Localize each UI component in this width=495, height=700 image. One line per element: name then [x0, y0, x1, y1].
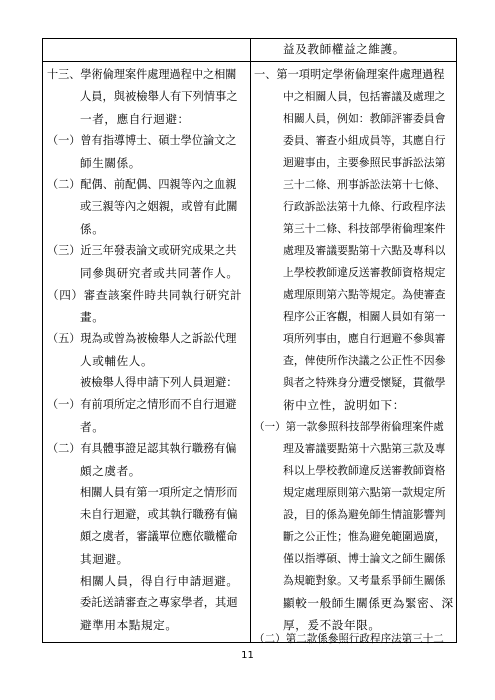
left-line: 人員，與被檢舉人有下列情事之	[80, 90, 238, 103]
left-line: 人或輔佐人。	[80, 354, 154, 368]
left-line: 委託送請審查之專家學者，其迴	[80, 596, 238, 609]
left-line: 避準用本點規定。	[80, 618, 178, 632]
right-line: 一、第一項明定學術倫理案件處理過程	[254, 68, 445, 81]
right-line: 斷之公正性；惟為避免範圍過廣，	[283, 530, 446, 543]
left-line: 係。	[80, 222, 105, 236]
left-line: 未自行迴避，或其執行職務有偏	[80, 508, 238, 521]
left-line: 者。	[80, 420, 105, 434]
left-line: （四）審查該案件時共同執行研究計	[47, 288, 243, 302]
right-line: （二）第二款係參照行政程序法第三十二	[254, 633, 444, 645]
header-right-cell: 益及教師權益之維護。	[283, 42, 405, 56]
page-number: 11	[241, 650, 254, 661]
right-line: 術中立性，說明如下：	[283, 398, 405, 412]
left-line: 相關人員有第一項所定之情形而	[80, 486, 238, 499]
left-line: （二）配偶、前配偶、四親等內之血親	[47, 178, 237, 191]
left-line: （五）現為或曾為被檢舉人之訴訟代理	[47, 332, 237, 345]
right-line: 厚，爰不設年限。	[283, 618, 381, 632]
left-line: （一）有前項所定之情形而不自行迴避	[47, 398, 237, 411]
left-line: （二）有具體事證足認其執行職務有偏	[47, 442, 237, 455]
right-line: 項所列事由，應自行迴避不參與審	[283, 332, 446, 345]
left-line: 一者，應自行迴避：	[80, 112, 190, 126]
left-line: 頗之虞者。	[80, 464, 141, 478]
right-line: 科以上學校教師違反送審教師資格	[283, 464, 446, 477]
right-line: 中之相關人員，包括審議及處理之	[283, 90, 446, 103]
right-line: 規定處理原則第六點第一款規定所	[283, 486, 446, 499]
left-line: 頗之虞者，審議單位應依職權命	[80, 530, 238, 543]
left-line: 被檢舉人得申請下列人員迴避：	[80, 376, 238, 389]
left-line: （一）曾有指導博士、碩士學位論文之	[47, 134, 237, 147]
right-line: （一）第一款參照科技部學術倫理案件處	[254, 421, 444, 433]
left-line: 同參與研究者或共同著作人。	[80, 266, 239, 280]
right-line: 設，目的係為避免師生情誼影響判	[283, 508, 446, 521]
right-line: 處理及審議要點第十六點及專科以	[283, 244, 446, 257]
right-line: 行政訴訟法第十九條、行政程序法	[283, 200, 446, 213]
left-line: 其迴避。	[80, 552, 129, 566]
right-line: 為規範對象。又考量系爭師生關係	[283, 574, 446, 587]
right-line: 顯較一般師生關係更為緊密、深	[283, 596, 454, 610]
left-line: 畫。	[80, 310, 105, 324]
right-line: 僅以指導碩、博士論文之師生關係	[283, 552, 446, 565]
right-line: 程序公正客觀，相關人員如有第一	[283, 310, 446, 323]
right-line: 與者之特殊身分遭受懷疑，貫徹學	[283, 376, 446, 389]
right-line: 上學校教師違反送審教師資格規定	[283, 266, 446, 279]
left-line: 十三、學術倫理案件處理過程中之相關	[47, 68, 237, 81]
left-line: （三）近三年發表論文或研究成果之共	[47, 244, 237, 257]
right-line: 查，俾使所作決議之公正性不因參	[283, 354, 446, 367]
right-line: 第三十二條、科技部學術倫理案件	[283, 222, 446, 235]
right-line: 理及審議要點第十六點第三款及專	[283, 442, 446, 455]
right-line: 委員、審查小組成員等，其應自行	[283, 134, 446, 147]
right-line: 處理原則第六點等規定。為使審查	[283, 288, 446, 301]
right-line: 迴避事由，主要參照民事訴訟法第	[283, 156, 446, 169]
left-line: 師生關係。	[80, 156, 141, 170]
right-line: 三十二條、刑事訴訟法第十七條、	[283, 178, 446, 191]
column-divider	[250, 39, 251, 642]
left-line: 相關人員，得自行申請迴避。	[80, 574, 239, 588]
right-line: 相關人員，例如：教師評審委員會	[283, 112, 446, 125]
left-line: 或三親等內之姻親，或曾有此關	[80, 200, 238, 213]
